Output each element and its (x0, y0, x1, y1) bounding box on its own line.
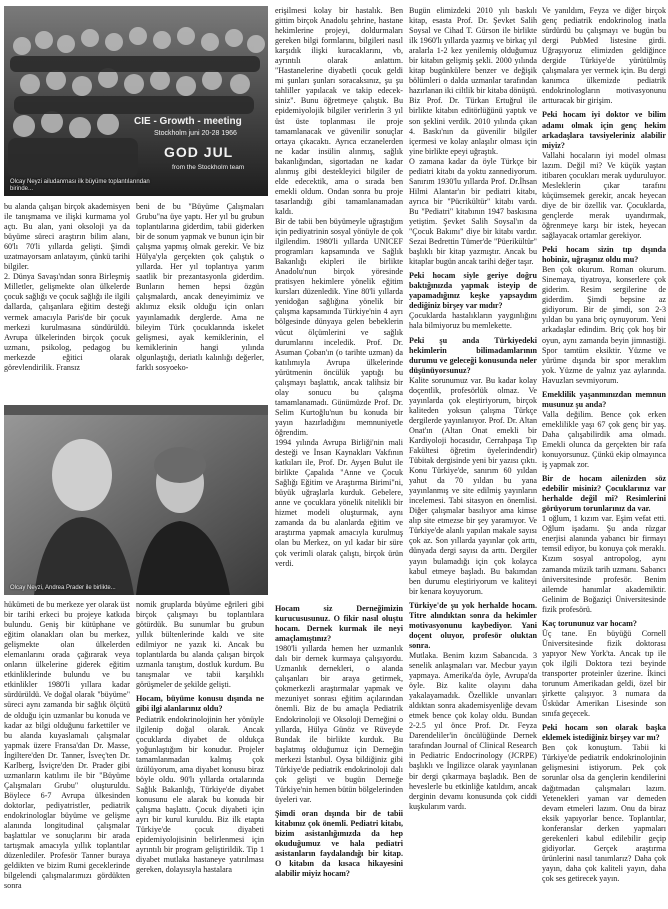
column-5 (542, 6, 666, 903)
interview-paragraph: beni de bu "Büyüme Çalışmaları Grubu"na üye yaptı. Her yıl bu grubun toplantılarına giderdim, tabii giderken bir de sonum yapmak ve bunun için bir çalışma yapmış olmak gerekir. Ve biz Hülya'yla gerçekten çok çalıştık o yıllarda. Her yıl toplantıya yarım saatlik bir prezantasyonla giderdim. Bunların hemen hepsi özgün çalışmalardı, ancak deneyimimiz ve aklımız eksik olduğu için onları yayınlamadık derglerde. Ama ne bileyim Türk çocuklarında iskelet gelişmesi, ayak kemiklerinin, el kemiklerinin hangi yılında olgunlaştığı, deriatlı kalınlığı değerler, farklı sosyoeko- (136, 202, 264, 372)
top-photo-caption-line2: birinde... (10, 186, 34, 192)
photo-overlay-motto: GOD JUL (164, 144, 234, 160)
interview-paragraph: Ben çok okurum. Roman okurum. Sinemaya, tiyatroya, konserlere çok giderim. Resim sergilerine de giderdim. Şimdi bepsine az gidiyorum. Bir de şimdi, son 2-3 yıldan bu yana briç oynuyorum. Yeni arkadaşlar edindim. Briç çok hoş bir oyun, aynı zamanda beyin jimnastiği. Spor tamtüm eksiktir. Yüzme ve yürüme dışında bir spor meraklım yok. Yüzme de yalnız yaz aylarında. Havuzları sevmiyorum. (542, 265, 666, 385)
interview-question: Hocam siz Derneğimizin kurucususunuz. O fikir nasıl oluştu hocam. Dernek kurmak ile neyi amaçlamıştınız? (275, 604, 403, 644)
interview-paragraph: hükümeti de bu merkeze yer olarak üst bir tarihi erkeci bu projeye katkıda bulundu. Geniş bir kütüphane ve eğitim olanakları olan bu merkez, gelişmekte olan ülkelerden elemanlarını orada çağırarak veya onların ülkelerine giderek eğitim etkinliklerinde bulundu ve bu etkinlikler 1980'li yıllara kadar sürdürüldü. Ve doğal olarak "büyüme" süreci aynı zamanda bir sağlık ölçütü de olduğu için uzmanlar bu konuda ve kadar az bilgi olduğunu farkettiler ve bu alanda kuyaslamalı çalışmalar yapmak üzere Fransa'dan Dr. Masse, İngiltere'den Dr. Tanner, İsveç'ten Dr. Karlberg, İsviçre'den Dr. Prader gibi uzmanların katılımı ile bir "Büyüme Çalışmaları Grubu" oluşturuldu. Böylece 6-7 Avrupa ülkesinden doktorlar, pediyatristler, pediatrik endokrinologlar büyüme ve gelişme alanında longitudinal çalışmalar başlattılar ve sonuçlarını bir arada tartışmak amacıyla yıllık toplantılar düzenlediler. Profesör Tanner buraya geldikten ve bizim Rumi geceklerinde bilgelendi çalışmalarımızı gördükten sonra (4, 600, 130, 891)
interview-paragraph: O zamana kadar da öyle Türkçe bir pediatri kitabı da yoktu zannediyorum. Sanırım 1930'lu yıllarda Prof. Dr.İhsan Hilmi Alantar'ın bir pediatri kitabı, ayrıca bir "Pücrikültür" kitabı vardı. Bu "Pediatri" kitabının 1947 baskısına yetiştim. Şevket Salih Soysal'ın da "Çocuk Bakımı" diye bir kitabı vardır. Sezai Bedrettin Tümer'de "Püerikültür" başlıklı bir kitap yazmıştır. Ancak bu kitaplar bugün ancak tarihi değer taşır. (409, 156, 537, 267)
interview-paragraph: Bugün elimizdeki 2010 yılı baskılı kitap, esasta Prof. Dr. Şevket Salih Soysal ve Cihad T. Gürson ile birlikte ilk 1960'lı yıllarda yazmış ve birkaç yıl aralarla 1-2 kez yenilemiş olduğumuz bir kitabın gelişmiş şekli. 2000 yılında kitap bugünkülere benzer ve değişik bölümleri o dalda uzmanlar tarafından hazırlanan iki ciltlik bir kitaba dönüştü. Biz Prof. Dr. Türkan Ertuğrul ile birlikte kitabın editörlüğünü yaptık ve son şeklini verdik. 2010 yılında çıkan 4. Baskı'nın da güvenilir bilgiler içermesi ve kolay anlaşılır olması için yine birlikte epeyi uğraştık. (409, 6, 537, 156)
interview-paragraph: Çocuklarda hastalıkların yaygınlığını hala bilmiyoruz bu memlekette. (409, 311, 537, 331)
interview-paragraph: Ve yanıldım, Feyza ve diğer birçok genç pediatrik endokrinolog inatla sürdürdü bu çalışmayı ve bugün bu dergi PubMed listesine girdi. Uğraşıyoruz elimizden geldiğince dergide Türkiye'de yürütülmüş çalışmalara yer vermek için. Bu dergi kanımca ülkemizde pediatrik endokrinologların motivasyonunu artturacak bir girişim. (542, 6, 666, 106)
portrait-photo-image (4, 405, 268, 595)
interview-paragraph: Ben çok konuştum. Tabii ki Türkiye'de pediatrik endokrinolojinin gelişmesini istiyorum. Pek çok sorunlar olsa da gençlerin kendilerini dağıtmadan çalışmaları lazım. Yetenekleri yaman var demeden devam etmeleri lazım. Onu da biraz eksik yapıyorlar bence. Toplantılar, konferanslar derken yapmaları gerekenleri kabul edilebilir geçip gidiyorlar. Gerçek araştırma ürünlerini nasıl tanımlarız? Daha çok yayın, daha çok kaliteli yayın, daha çok ses getirecek yayın. (542, 743, 666, 883)
interview-paragraph: Pediatrik endokrinolojinin her yönüyle ilgilenip doğal olarak. Ancak çocuklarda diyabet de oldukça yoğunlaştığım bir konudur. Projeler tamamlanmadan kalmış çok üzülüyorum, ama diyabet konusu biraz böyle oldu. 90'lı yıllarda ortalarında Sağlık Bakanlığı, Türkiye'de diyabet konusunu ele alarak bu konuda bir çalışma başlattı. Çocuk diyabeti için ayrı bir kurul kuruldu. Biz ilk etapta Türkiye'de çocuk diyabeti epidemiyolojisinin belirlenmesi için ayrıntılı bir program geliştirildik. Tip 1 diyabet mutlaka hastaneye yatırılması gereken, dolayısıyla hastalara (136, 714, 264, 875)
interview-question: Şimdi oran dışında bir de tabii kitabınız çok önemli. Pediatri kitabı, bizim asistanlığımızda da hep okuduğumuz ve hala pediatri asistanların faydalandığı bir kitap. O kitabın da kısaca hikayesini alabilir miyiz hocam? (275, 808, 403, 879)
interview-question: Peki hocam siyle geriye doğru baktığınızda yapmak isteyip de yapamadığınız keşke yapsaydım dediğiniz birşey var mıdır? (409, 271, 537, 311)
portrait-photo (4, 405, 268, 595)
interview-question: Kaç torununuz var hocam? (542, 618, 637, 628)
column-3-top (275, 6, 403, 601)
top-photo-caption-line1: Olcay Neyzi ailudanrnası ilk büyüme toplantılarından (10, 179, 150, 185)
interview-question: Türkiye'de şu yok herhalde hocam. Titre alındıktan sonra da hekimler motivasyonunu kaybediyor. Yani doçent oluyor, profesör oluktan sonra. (409, 600, 537, 650)
interview-paragraph: nomik gruplarda büyüme eğrileri gibi birçok çalışmayı bu toplantılara götürdük. Bu sunumlar bu grubun yıllık bültenlerinde kaldı ve site edilmiyor ne yazık ki. Ancak bu toplantılarda bu alanda çalışan birçok uzmanla tanıştım, dostluk kurdum. Bu tanışmalar ve tabii karşılıklı görüşmeler de şekilde gelişti. (136, 600, 264, 690)
column-2-bottom (136, 600, 264, 903)
interview-paragraph: bu alanda çalışan birçok akademisyen ile tanışmama ve ilişki kurmama yol açtı. Bu alan, yani oksoloji ya da büyüme süreci araştırın bilim alanı, 60'lı 70'li yıllarda gelişti. Şimdi uzatmayorsam anlatayım, çünkü tarihi bilgiler. (4, 202, 130, 272)
column-4 (409, 6, 537, 903)
interview-question: Peki hocam son olarak başka eklemek istediğiniz birşey var mı? (542, 723, 666, 743)
interview-paragraph: 1 oğlum, 1 kızım var. Eşim vefat etti. Oğlum işadamı. Şu anda rüzgar enerjisi alanında yabancı bir firmayı temsil ediyor, bu konuya çok meraklı. Kızım sosyal antropolog, aynı zamanda müzik tarih uzmanı. Sabancı üniversitesinde profesör. Benim ailemde hanımlar akademiktir. Gelinim de Boğaziçi Üniversitesinde fizik profesörü. (542, 514, 666, 614)
interview-question: Peki şu anda Türkiyedeki hekimlerin bilimadamlarının durumu ve geleceği konusunda neler düşünüyorsunuz? (409, 335, 537, 375)
interview-question: Peki hocam iyi doktor ve bilim adamı olmak için genç hekim arkadaşlara tavsiyeleriniz alabilir miyiz? (542, 110, 666, 150)
column-3-bottom (275, 604, 403, 903)
photo-overlay-sub: from the Stockholm team (172, 164, 245, 171)
interview-paragraph: Kalite sorunumuz var. Bu kadar kolay doçentlik, profesörlük olmaz. Ve yayınlarda çok eleştiriyorum, birçok kaliteden yoksun çalışma Türkçe dergilerde yayınlanıyor. Prof. Dr. Altan Onat'ın (Altan Onat emekli bir Kardiyoloji hocasıdır, Cerrahpaşa Tıp Fakültesi öğretim üyelerindendir) Tübitak dergisinde yeni bir yazısı çıktı. Konu Türkiye'de, sanırım 60 yıldan yahut da 70 yıldan bu yana yayınlanmış ve site edilmiş yayınların incelemesi. Tabi sitasyon en önemlisi. Diğer çalışmalar basılıyor ama kimse alıp site etmezse bir şey yaramıyor. Ve Türkiye'de alanlı yapılan makale sayısı çok az. Son yıllarda yayınlar çok arttı, dünyada dergi sayısı da arttı. Dergiler yayın bulamadığı için çok kolayca kabul etmeye başladı. Bu bakımdan ben durumu eleştiriyorum ve kaliteyi bir kenara koyuyorum. (409, 375, 537, 596)
photo-overlay-place: Stockholm juni 20-28 1966 (154, 130, 237, 137)
interview-paragraph: 2. Dünya Savaşı'ndan sonra Birleşmiş Milletler, gelişmekte olan ülkelerde çocuk sağlığı ve çocuk sağlığı ile ilgili dallarda, çalışanlara eğitim desteği vermek amacıyla Paris'de bir çocuk merkezi kurulmasına sündürüldü. Avrupa ülkelerinden birçok çocuk uzmanı, psikolog, pedagog bu merkezde eğitici olarak görevlendirilik. Fransız (4, 272, 130, 372)
interview-paragraph: Bir de tabii ben büyümeyle uğraştığım için pediyatrinin sosyal yönüyle de çok ilgilendim. 1980'li yıllarda UNICEF programları kapsamında ve Sağlık Bakanlığı ekipleri ile birlikte Anadolu'nun birçok yöresinde pratisyen hekimlere yönelik eğitim kursları düzenledik. Yine 80'li yıllarda yenidoğan sağlığına yönelik bir çalışma kapsamında Türkiye'nin 4 ayrı bölgesinde dünyaya gelen bebeklerin vücut ölçümlerini ve sağlık durumlarını inceledik. Prof. Dr. Asuman Çoban'ın (o tarihte uzman) da katılımıyla Avrupa ülkelerinde yürütmenin öncülük yaptığı bu çalışmayı başlattık, ancak talihsiz bir olay sonucu bu çalışma tamamlanamadı. Günümüzde Prof. Dr. Selim Kurtoğlu'nun bu konuda bir yayın hazırladığını memnuniyetle öğrendim. (275, 216, 403, 437)
photo-overlay-title: CIE - Growth - meeting (134, 116, 242, 127)
interview-paragraph: Mutlaka. Benim kızım Sabancıda. 3 senelik anlaşmaları var. Mecbur yayın yapmaya. Amerika'da öyle, Avrupa'da öyle. Biz kalite olayını daha yakalayamadık. Özellikle unvanları aldıktan sonra akademisyenliğe devam etmek bence çok kolay oldu. Bundan 2-2.5 yıl önce Prof. Dr. Feyza Darendeliler'in öncülüğünde Dernek tarafından Journal of Clinical Research in Pediatric Endocrinology (JCRPE) başlıklı ve İngilizce olarak yayınlanan bir dergi çıkarmaya başladık. Ben de heveslerle bu etkinliğe katıldım, ancak derginin devamı konusunda çok ciddi kuşkularım vardı. (409, 650, 537, 811)
column-1-bottom (4, 600, 130, 903)
interview-paragraph: Üç tane. En büyüğü Cornell Üniversitesinde fizik doktorası yapıyor New York'ta. Ancak tıp ile çok ilgili Doktora tezi beyinde transporter proteinler üzerine. İkinci torunum Amerikadan geldi, özel bir şirkette çalışıyor. 3 numara da Üsküdar Amerikan Lisesinde son sınıfa geçecek. (542, 628, 666, 719)
interview-question: Emeklilik yaşanmınızdan memnun musunuz şu anda? (542, 389, 666, 409)
interview-paragraph: 1994 yılında Avrupa Birliği'nin mali desteği ve İnsan Kaynakları Vakfının katkıları ile, Prof. Dr. Ayşen Bulut ile birlikte Çapalıda "Anne ve Çocuk Sağlığı Eğitim ve Araştırma Birimi"ni, büyük uğraşlarla kurduk. Gebelere, anne ve çocuklara yönelik nitelikli bir hizmet modeli oluşturmak, aynı zamanda da bu alanlarda eğitim ve araştırma yapmak amacıyla kurulmuş olan bu Merkez, on yıl kadar bir süre çok verimli olarak çalıştı, birçok ürün verdi. (275, 438, 403, 568)
top-photo-caption (10, 179, 150, 193)
column-2-top (136, 202, 264, 400)
interview-question: Hocam, büyüme konusu dışında ne gibi ilgi alanlarınız oldu? (136, 694, 264, 714)
bottom-photo-caption: Olcay Neyzi, Andrea Prader ile birlikte... (10, 585, 116, 591)
interview-question: Bir de hocam ailenizden söz edebilir misiniz? Çocuklarınız var herhalde değil mi? Resimlerini görüyorum torunlarınız da var. (542, 474, 666, 514)
interview-paragraph: Vallahi hocaların iyi model olması lazım. Değil mi? Ve küçük yaştan itibaren çocukları merak uyduruluyor. Mesleklerin çıkar tarafını küçümsemek gerekir, ancak heyecan diye de bir özellik var. Çocuklarda, gençlerde merak uyandırmak, öğrenmeye karşı bir istek, heyecan sağlayacak ortamlar gerekiyor. (542, 150, 666, 241)
interview-paragraph: 1980'li yıllarda hemen her uzmanlık dalı bir dernek kurmaya çalışıyordu. Uzmanlık dernekleri, o alanda çalışanları bir araya getirmek, çokmerkezli araştırmalar yapmak ve mezuniyet sonrası eğitim açılarından önemli. Biz de bu amaçla Pediatrik Endokrinoloji ve Oksoloji Derneğini o yıllarda, Hülya Günöz ve Rüveyde Bundak ile birlikte kurduk. Bu başlatmış olduğumuz için Derneğin merkezi İstanbul. Oysa bildiğiniz gibi Türkiye'de pediatrik endokrinoloji dalı çok gelişti ve bugün Derneğe Türkiye'nin hemen bütün bölgelerinden üyeleri var. (275, 644, 403, 804)
interview-paragraph: erişilmesi kolay bir hastalık. Ben gittim birçok Anadolu şehrine, hastane hekimlerine projeyi, doldurmaları gereken bilgi formlarını, bilgileri nasıl karşıdık ilişki kuracaklarını, vb, ayrıntılı olarak anlattım. "Hastanelerine diyabetli çocuk geldi mi şunları şunları soracaksınız, şu şu tahliller yapılacak ve takip edecek-siniz". Bunu öğretmeye çalıştık. Bu epidemiyolojik bilgiler verirlerin 3 yıl üst üste toplanması ile proje tamamlanacak ve güvenilir sonuçlar ortaya çıkacaktı. Ayrıca eczanelerden ne kadar insülin alınmış, sağlık bakanlığından, sigortadan ne kadar alınmış gibi destekleyici bilgiler de elde edecektik, ama o sırada ben emekli oldum. Ondan sonra bu proje tasarlandığı gibi tamamlanamadan kaldı. (275, 6, 403, 216)
group-photo (4, 6, 268, 196)
interview-question: Peki hocam sizin tıp dışında hobiniz, uğraşınız oldu mu? (542, 245, 666, 265)
column-1-top (4, 202, 130, 400)
interview-paragraph: Valla değilim. Bence çok erken emeklilikle yaşı 67 çok genç bir yaş. Daha çalışabilirdik ama olmadı. Emekli olunca da gerçekten bir rafa konuyorsunuz. Çünkü ekip olmayınca iş yapmak zor. (542, 409, 666, 470)
